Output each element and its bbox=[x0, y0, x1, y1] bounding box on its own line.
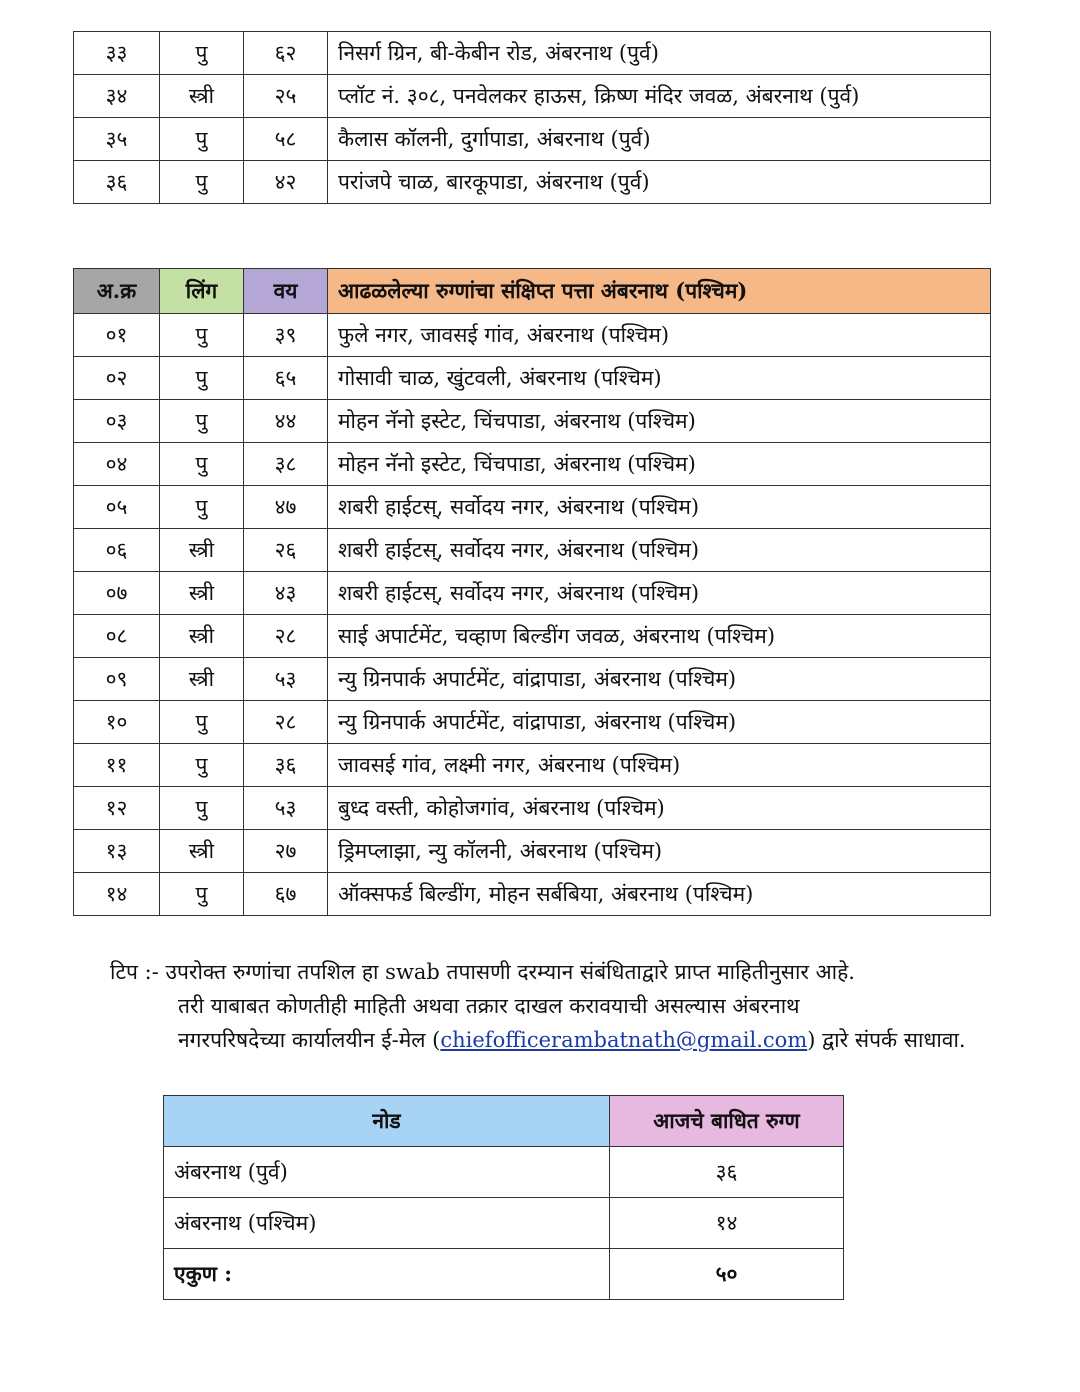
gender-cell: पु bbox=[160, 32, 244, 75]
note-line-2: तरी याबाबत कोणतीही माहिती अथवा तक्रार दाखल करावयाची असल्यास अंबरनाथ bbox=[178, 994, 800, 1018]
age-cell: ३८ bbox=[244, 443, 328, 486]
summary-total-value: ५० bbox=[610, 1249, 844, 1300]
gender-cell: पु bbox=[160, 744, 244, 787]
address-cell: प्लॉट नं. ३०८, पनवेलकर हाऊस, क्रिष्ण मंदिर जवळ, अंबरनाथ (पुर्व) bbox=[328, 75, 991, 118]
summary-node-label: अंबरनाथ (पश्चिम) bbox=[164, 1198, 610, 1249]
address-cell: न्यु ग्रिनपार्क अपार्टमेंट, वांद्रापाडा, अंबरनाथ (पश्चिम) bbox=[328, 658, 991, 701]
summary-header-node: नोड bbox=[164, 1096, 610, 1147]
gender-cell: स्त्री bbox=[160, 529, 244, 572]
age-cell: २८ bbox=[244, 701, 328, 744]
age-cell: २५ bbox=[244, 75, 328, 118]
address-cell: परांजपे चाळ, बारकूपाडा, अंबरनाथ (पुर्व) bbox=[328, 161, 991, 204]
gender-cell: पु bbox=[160, 787, 244, 830]
gender-cell: पु bbox=[160, 118, 244, 161]
patient-row bbox=[74, 486, 991, 529]
serial-no-cell: ३६ bbox=[74, 161, 160, 204]
note-line-3-suffix: ) द्वारे संपर्क साधावा. bbox=[807, 1028, 966, 1052]
note-line-3 bbox=[110, 1023, 1010, 1057]
age-cell: ३६ bbox=[244, 744, 328, 787]
gender-cell: स्त्री bbox=[160, 615, 244, 658]
summary-total-row bbox=[164, 1249, 844, 1300]
header-gender: लिंग bbox=[160, 269, 244, 314]
patient-row bbox=[74, 615, 991, 658]
summary-table bbox=[163, 1095, 844, 1300]
address-cell: शबरी हाईटस्, सर्वोदय नगर, अंबरनाथ (पश्चिम) bbox=[328, 486, 991, 529]
serial-no-cell: ११ bbox=[74, 744, 160, 787]
patient-row bbox=[74, 529, 991, 572]
age-cell: ४७ bbox=[244, 486, 328, 529]
patient-row bbox=[74, 830, 991, 873]
age-cell: ६२ bbox=[244, 32, 328, 75]
gender-cell: पु bbox=[160, 443, 244, 486]
address-cell: मोहन नॅनो इस्टेट, चिंचपाडा, अंबरनाथ (पश्चिम) bbox=[328, 400, 991, 443]
serial-no-cell: १२ bbox=[74, 787, 160, 830]
age-cell: ४३ bbox=[244, 572, 328, 615]
address-cell: मोहन नॅनो इस्टेट, चिंचपाडा, अंबरनाथ (पश्चिम) bbox=[328, 443, 991, 486]
serial-no-cell: १३ bbox=[74, 830, 160, 873]
gender-cell: स्त्री bbox=[160, 75, 244, 118]
serial-no-cell: ०९ bbox=[74, 658, 160, 701]
address-cell: शबरी हाईटस्, सर्वोदय नगर, अंबरनाथ (पश्चिम) bbox=[328, 529, 991, 572]
patient-row bbox=[74, 443, 991, 486]
serial-no-cell: ३३ bbox=[74, 32, 160, 75]
gender-cell: पु bbox=[160, 314, 244, 357]
header-address: आढळलेल्या रुग्णांचा संक्षिप्त पत्ता अंबरनाथ (पश्चिम) bbox=[328, 269, 991, 314]
address-cell: साई अपार्टमेंट, चव्हाण बिल्डींग जवळ, अंबरनाथ (पश्चिम) bbox=[328, 615, 991, 658]
serial-no-cell: ०७ bbox=[74, 572, 160, 615]
gender-cell: पु bbox=[160, 486, 244, 529]
west-table-body bbox=[74, 314, 991, 916]
patient-row bbox=[74, 75, 991, 118]
note-line-3-prefix: नगरपरिषदेच्या कार्यालयीन ई-मेल ( bbox=[178, 1028, 441, 1052]
summary-header-row bbox=[164, 1096, 844, 1147]
address-cell: ऑक्सफर्ड बिल्डींग, मोहन सर्बबिया, अंबरनाथ (पश्चिम) bbox=[328, 873, 991, 916]
west-patients-table bbox=[73, 268, 991, 916]
summary-count: १४ bbox=[610, 1198, 844, 1249]
patient-row bbox=[74, 400, 991, 443]
serial-no-cell: ०१ bbox=[74, 314, 160, 357]
gender-cell: स्त्री bbox=[160, 658, 244, 701]
serial-no-cell: ०६ bbox=[74, 529, 160, 572]
address-cell: शबरी हाईटस्, सर्वोदय नगर, अंबरनाथ (पश्चिम) bbox=[328, 572, 991, 615]
patient-row bbox=[74, 161, 991, 204]
header-serial-no: अ.क्र bbox=[74, 269, 160, 314]
patient-row bbox=[74, 787, 991, 830]
age-cell: २६ bbox=[244, 529, 328, 572]
patient-row bbox=[74, 873, 991, 916]
age-cell: ३९ bbox=[244, 314, 328, 357]
summary-header-count: आजचे बाधित रुग्ण bbox=[610, 1096, 844, 1147]
serial-no-cell: ३४ bbox=[74, 75, 160, 118]
address-cell: फुले नगर, जावसई गांव, अंबरनाथ (पश्चिम) bbox=[328, 314, 991, 357]
gender-cell: स्त्री bbox=[160, 572, 244, 615]
serial-no-cell: ०३ bbox=[74, 400, 160, 443]
patient-row bbox=[74, 658, 991, 701]
address-cell: ड्रिमप्लाझा, न्यु कॉलनी, अंबरनाथ (पश्चिम) bbox=[328, 830, 991, 873]
summary-row bbox=[164, 1198, 844, 1249]
age-cell: ४४ bbox=[244, 400, 328, 443]
gender-cell: पु bbox=[160, 161, 244, 204]
address-cell: जावसई गांव, लक्ष्मी नगर, अंबरनाथ (पश्चिम) bbox=[328, 744, 991, 787]
address-cell: गोसावी चाळ, खुंटवली, अंबरनाथ (पश्चिम) bbox=[328, 357, 991, 400]
age-cell: ६७ bbox=[244, 873, 328, 916]
serial-no-cell: ०८ bbox=[74, 615, 160, 658]
gender-cell: स्त्री bbox=[160, 830, 244, 873]
summary-count: ३६ bbox=[610, 1147, 844, 1198]
address-cell: न्यु ग्रिनपार्क अपार्टमेंट, वांद्रापाडा, अंबरनाथ (पश्चिम) bbox=[328, 701, 991, 744]
age-cell: ४२ bbox=[244, 161, 328, 204]
gender-cell: पु bbox=[160, 873, 244, 916]
age-cell: ५३ bbox=[244, 787, 328, 830]
patient-row bbox=[74, 32, 991, 75]
gender-cell: पु bbox=[160, 701, 244, 744]
patient-row bbox=[74, 572, 991, 615]
serial-no-cell: १४ bbox=[74, 873, 160, 916]
age-cell: ५८ bbox=[244, 118, 328, 161]
header-age: वय bbox=[244, 269, 328, 314]
age-cell: २७ bbox=[244, 830, 328, 873]
age-cell: २८ bbox=[244, 615, 328, 658]
serial-no-cell: ०२ bbox=[74, 357, 160, 400]
note-line-1: टिप :- उपरोक्त रुग्णांचा तपशिल हा swab तपासणी दरम्यान संबंधिताद्वारे प्राप्त माहितीनुसार आहे. bbox=[110, 960, 855, 984]
patient-row bbox=[74, 357, 991, 400]
address-cell: बुध्द वस्ती, कोहोजगांव, अंबरनाथ (पश्चिम) bbox=[328, 787, 991, 830]
gender-cell: पु bbox=[160, 357, 244, 400]
serial-no-cell: ०४ bbox=[74, 443, 160, 486]
address-cell: निसर्ग ग्रिन, बी-केबीन रोड, अंबरनाथ (पुर्व) bbox=[328, 32, 991, 75]
gender-cell: पु bbox=[160, 400, 244, 443]
serial-no-cell: १० bbox=[74, 701, 160, 744]
serial-no-cell: ०५ bbox=[74, 486, 160, 529]
patient-row bbox=[74, 701, 991, 744]
patient-row bbox=[74, 118, 991, 161]
summary-row bbox=[164, 1147, 844, 1198]
summary-node-label: अंबरनाथ (पुर्व) bbox=[164, 1147, 610, 1198]
serial-no-cell: ३५ bbox=[74, 118, 160, 161]
age-cell: ६५ bbox=[244, 357, 328, 400]
patient-row bbox=[74, 744, 991, 787]
east-patients-table bbox=[73, 31, 991, 204]
patient-row bbox=[74, 314, 991, 357]
east-table-body bbox=[74, 32, 991, 204]
email-link[interactable]: chiefofficerambatnath@gmail.com bbox=[440, 1028, 808, 1052]
note-paragraph bbox=[110, 955, 1010, 1057]
summary-total-label: एकुण : bbox=[164, 1249, 610, 1300]
west-header-row bbox=[74, 269, 991, 314]
age-cell: ५३ bbox=[244, 658, 328, 701]
address-cell: कैलास कॉलनी, दुर्गापाडा, अंबरनाथ (पुर्व) bbox=[328, 118, 991, 161]
